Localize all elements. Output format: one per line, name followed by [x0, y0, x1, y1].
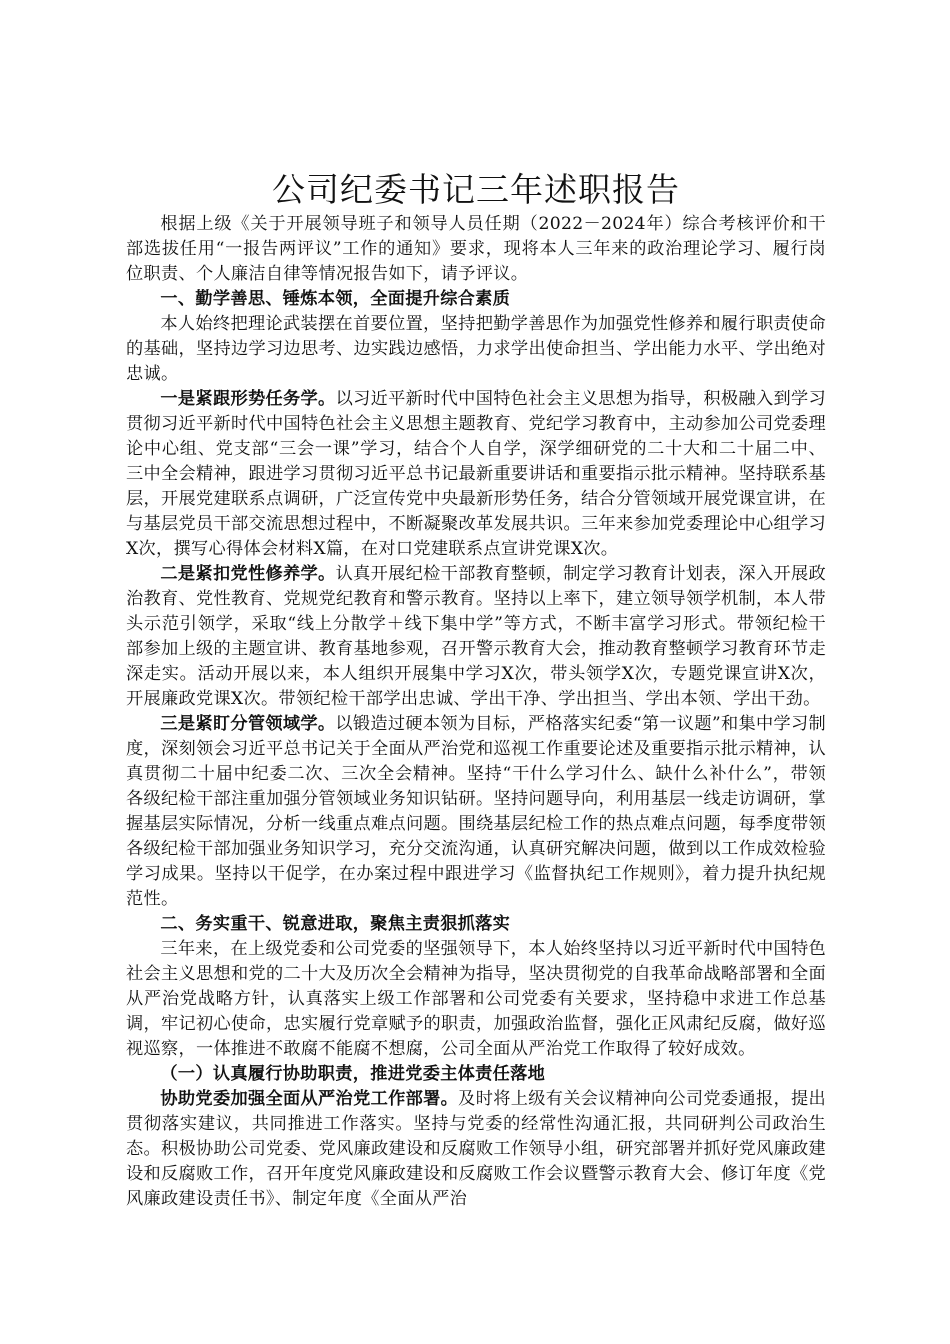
section-2-heading: 二、务实重干、锐意进取，聚焦主责狠抓落实: [160, 914, 511, 934]
section-1-item-2-text: 认真开展纪检干部教育整顿，制定学习教育计划表，深入开展政治教育、党性教育、党规党纪教育和警示教育。坚持以上率下，建立领导领学机制，本人带头示范引领学，采取“线上分散学＋线下集中学”等方式，不断丰富学习形式。带领纪检干部参加上级的主题宣讲、教育基地参观，召开警示教育大会，推动教育整顿学习教育环节走深走实。活动开展以来，本人组织开展集中学习X次，带头领学X次，专题党课宣讲X次，开展廉政党课X次。带领纪检干部学出忠诚、学出干净、学出担当、学出本领、学出干劲。: [126, 564, 826, 709]
section-1-item-1-lead: 一是紧跟形势任务学。: [160, 389, 336, 409]
section-1-heading: 一、勤学善思、锤炼本领，全面提升综合素质: [160, 289, 511, 309]
section-2-subheading: （一）认真履行协助职责，推进党委主体责任落地: [160, 1064, 546, 1084]
document-title: 公司纪委书记三年述职报告: [272, 170, 680, 209]
section-1-item-2-lead: 二是紧扣党性修养学。: [160, 564, 336, 584]
document-body: [126, 168, 826, 1212]
section-1-paragraph: 本人始终把理论武装摆在首要位置，坚持把勤学善思作为加强党性修养和履行职责使命的基础，坚持边学习边思考、边实践边感悟，力求学出使命担当、学出能力水平、学出绝对忠诚。: [126, 314, 826, 384]
section-1-item-1: [126, 387, 826, 562]
section-2-item-1-lead: 协助党委加强全面从严治党工作部署。: [160, 1089, 459, 1109]
section-1-item-3-lead: 三是紧盯分管领域学。: [160, 714, 336, 734]
section-1-item-2: [126, 562, 826, 712]
section-1-item-1-text: 以习近平新时代中国特色社会主义思想为指导，积极融入到学习贯彻习近平新时代中国特色社会主义思想主题教育、党纪学习教育中，主动参加公司党委理论中心组、党支部“三会一课”学习，结合个人自学，深学细研党的二十大和二十届二中、三中全会精神，跟进学习贯彻习近平总书记最新重要讲话和重要指示批示精神。坚持联系基层，开展党建联系点调研，广泛宣传党中央最新形势任务，结合分管领域开展党课宣讲，在与基层党员干部交流思想过程中，不断凝聚改革发展共识。三年来参加党委理论中心组学习X次，撰写心得体会材料X篇，在对口党建联系点宣讲党课X次。: [126, 389, 826, 559]
section-1-item-3: [126, 712, 826, 912]
section-1-item-3-text: 以锻造过硬本领为目标，严格落实纪委“第一议题”和集中学习制度，深刻领会习近平总书记关于全面从严治党和巡视工作重要论述及重要指示批示精神，认真贯彻二十届中纪委二次、三次全会精神。坚持“干什么学习什么、缺什么补什么”，带领各级纪检干部注重加强分管领域业务知识钻研。坚持问题导向，利用基层一线走访调研，掌握基层实际情况，分析一线重点难点问题。围绕基层纪检工作的热点难点问题，每季度带领各级纪检干部加强业务知识学习，充分交流沟通，认真研究解决问题，做到以工作成效检验学习成果。坚持以干促学，在办案过程中跟进学习《监督执纪工作规则》，着力提升执纪规范性。: [126, 714, 826, 909]
intro-paragraph: 根据上级《关于开展领导班子和领导人员任期（2022－2024年）综合考核评价和干部选拔任用“一报告两评议”工作的通知》要求，现将本人三年来的政治理论学习、履行岗位职责、个人廉洁自律等情况报告如下，请予评议。: [126, 214, 826, 284]
section-2-item-1: [126, 1087, 826, 1212]
section-2-item-1-text: 及时将上级有关会议精神向公司党委通报，提出贯彻落实建议，共同推进工作落实。坚持与党委的经常性沟通汇报，共同研判公司政治生态。积极协助公司党委、党风廉政建设和反腐败工作领导小组，研究部署并抓好党风廉政建设和反腐败工作，召开年度党风廉政建设和反腐败工作会议暨警示教育大会、修订年度《党风廉政建设责任书》、制定年度《全面从严治: [126, 1089, 826, 1209]
section-2-paragraph: 三年来，在上级党委和公司党委的坚强领导下，本人始终坚持以习近平新时代中国特色社会主义思想和党的二十大及历次全会精神为指导，坚决贯彻党的自我革命战略部署和全面从严治党战略方针，认真落实上级工作部署和公司党委有关要求，坚持稳中求进工作总基调，牢记初心使命，忠实履行党章赋予的职责，加强政治监督，强化正风肃纪反腐，做好巡视巡察，一体推进不敢腐不能腐不想腐，公司全面从严治党工作取得了较好成效。: [126, 939, 826, 1059]
